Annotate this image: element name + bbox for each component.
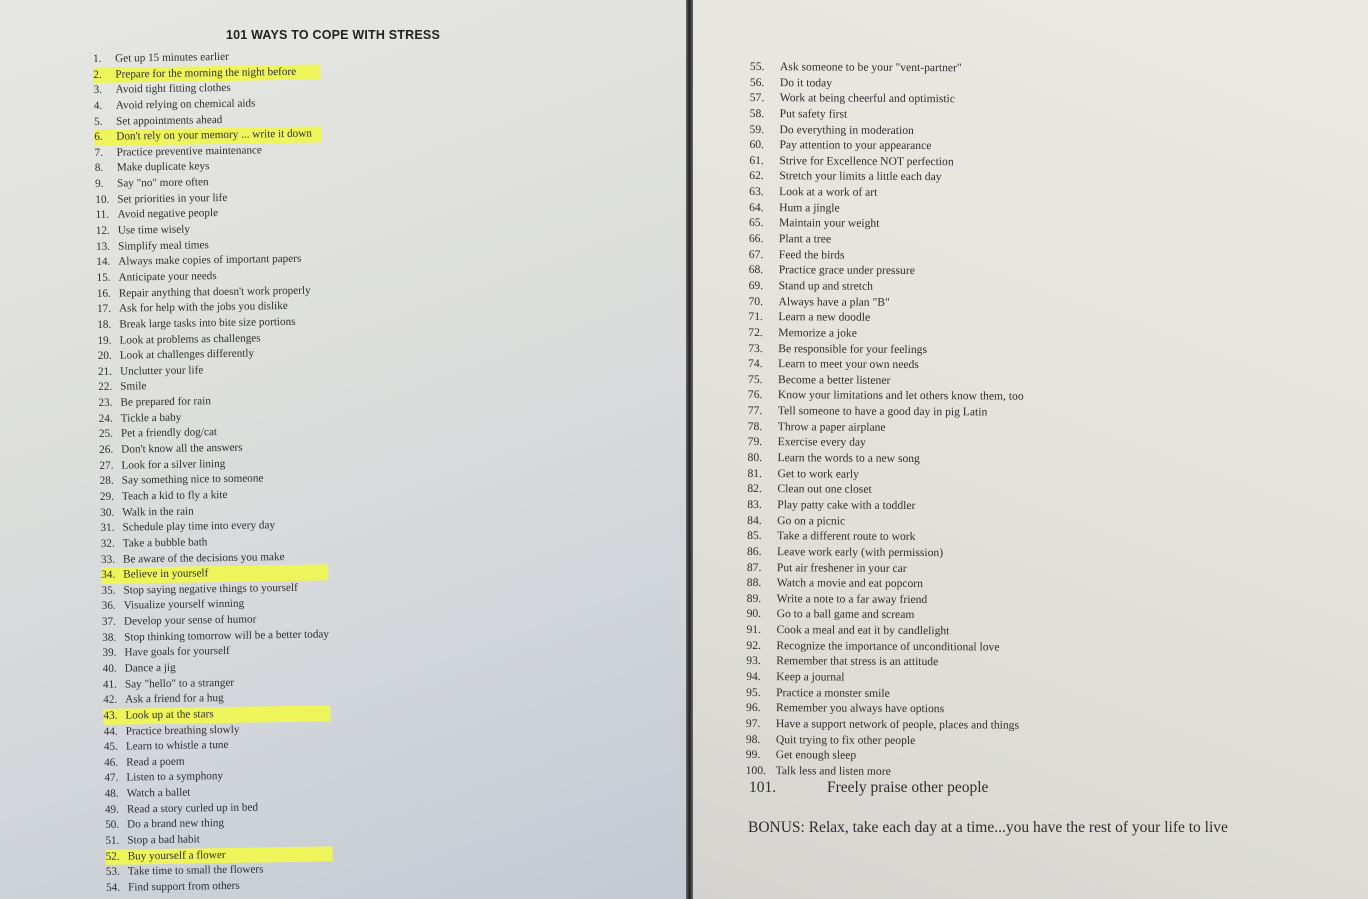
item-number: 91. [746,623,762,637]
list-item [746,747,1022,764]
item-number: 97. [745,716,761,730]
item-text: Set appointments ahead [115,113,223,128]
item-text: Avoid tight fitting clothes [115,82,231,96]
list-item [748,434,1024,451]
list-item [747,606,1023,623]
item-text: Tell someone to have a good day in pig Latin [777,404,988,419]
item-text: Be aware of the decisions you make [122,550,285,566]
item-number: 39. [102,647,117,660]
item-number: 65. [748,216,764,230]
item-text: Know your limitations and let others know them, too [777,388,1024,404]
item-number: 78. [747,419,763,433]
bonus-text: BONUS: Relax, take each day at a time...you have the rest of your life to live [748,819,1228,836]
item-number: 61. [749,153,764,167]
item-number: 77. [747,404,763,418]
item-text: Do a brand new thing [127,817,225,831]
item-number: 82. [747,482,762,496]
item-text: Plant a tree [778,232,832,246]
item-number: 35. [101,584,116,597]
item-number: 63. [749,185,764,199]
item-number: 20. [97,349,112,363]
item-number: 48. [104,787,119,801]
item-text: Unclutter your life [119,364,204,378]
list-item [750,59,1026,76]
item-text: Learn a new doodle [778,310,871,324]
item-number: 95. [746,685,761,699]
item-number: 57. [749,91,765,105]
item-number: 11. [95,209,110,222]
left-list [93,48,333,896]
item-text: Develop your sense of humor [123,613,257,628]
item-number: 70. [748,294,764,308]
item-text: Get to work early [777,466,859,481]
list-item [750,122,1026,139]
item-number: 30. [100,506,115,519]
item-number: 5. [93,115,103,128]
item-text: Become a better listener [778,372,891,387]
item-text: Don't rely on your memory ... write it down [116,127,312,143]
item-text: Ask a friend for a hug [125,692,224,706]
item-text: Get enough sleep [775,748,857,762]
list-item [749,137,1025,154]
item-number: 92. [746,638,761,652]
item-number: 59. [749,122,765,136]
list-item [749,231,1025,248]
item-text: Take a bubble bath [122,536,208,550]
list-item [746,685,1022,702]
item-text: Play patty cake with a toddler [777,498,916,512]
item-number: 24. [98,412,113,425]
item-text: Do everything in moderation [779,122,914,137]
item-text: Repair anything that doesn't work properly [118,284,311,300]
item-text: Look at problems as challenges [119,331,261,347]
item-text: Take time to small the flowers [127,863,264,878]
item-text: Say "hello" to a stranger [124,676,235,691]
item-text: Look at a work of art [779,185,878,199]
item-number: 58. [749,106,765,121]
item-text: Hum a jingle [779,200,840,215]
item-number: 34. [101,568,116,582]
item-number: 41. [102,678,118,691]
item-text: Read a poem [126,755,185,769]
item-text: Visualize yourself winning [123,598,245,613]
item-text: Put air freshener in your car [776,560,907,575]
item-number: 73. [748,341,763,355]
item-number: 83. [747,497,762,512]
item-text: Say something nice to someone [121,472,264,487]
item-number: 64. [749,200,764,214]
item-text: Have a support network of people, places and things [775,717,1020,732]
item-text: Set priorities in your life [117,191,228,206]
item-text: Prepare for the morning the night before [115,65,297,81]
list-item [747,544,1023,561]
list-item [749,215,1025,232]
item-text: Look up at the stars [125,708,214,722]
item-text: Pet a friendly dog/cat [120,426,218,440]
list-item [747,591,1023,608]
list-item [746,638,1022,655]
item-text: Don't know all the answers [121,441,243,456]
item-number: 68. [748,263,764,277]
item-number: 85. [747,529,762,543]
item-number: 36. [101,600,116,613]
item-text: Practice preventive maintenance [116,144,263,159]
item-number: 6. [94,131,103,144]
item-number: 23. [98,396,113,410]
item-text: Dance a jig [124,661,176,675]
item-number: 54. [106,881,121,894]
item-text: Remember you always have options [775,701,945,716]
list-item [748,309,1024,326]
item-text: Tickle a baby [120,411,182,425]
item-number: 55. [749,59,765,74]
item-text: Buy yourself a flower [127,848,226,863]
item-text: Ask someone to be your "vent-partner" [779,60,962,75]
item-number: 69. [748,278,764,293]
page-gutter [686,0,693,899]
item-text: Memorize a joke [778,326,857,340]
item-number: 84. [747,513,762,527]
item-number: 46. [104,756,119,769]
item-text: Keep a journal [776,670,845,684]
item-number: 51. [105,834,120,847]
item-number: 45. [103,740,118,754]
item-text: Stop saying negative things to yourself [123,581,298,597]
item-text: Be prepared for rain [120,395,211,409]
list-item [746,732,1022,749]
list-item [746,763,1022,780]
item-text: Maintain your weight [778,216,880,231]
item-number: 17. [96,302,112,316]
item-number: 96. [745,701,761,715]
list-item [747,481,1023,498]
item-number: 40. [102,662,117,675]
item-text: Schedule play time into every day [122,519,276,534]
item-number: 71. [748,310,763,324]
item-number: 1. [93,52,102,65]
item-text: Cook a meal and eat it by candlelight [776,623,950,638]
item-number: 16. [96,287,111,300]
list-item [748,294,1024,311]
list-item [747,575,1023,592]
list-item [749,262,1025,279]
item-number: 67. [748,247,764,261]
item-text: Use time wisely [117,223,190,237]
item-text: Remember that stress is an attitude [776,654,939,669]
item-number: 99. [745,748,761,762]
item-text: Clean out one closet [777,482,872,497]
item-number: 89. [746,591,762,605]
list-item [746,716,1022,733]
item-number: 7. [94,146,104,159]
item-text: Practice grace under pressure [778,263,915,278]
item-number: 2. [93,68,102,81]
item-text: Walk in the rain [122,505,194,519]
list-item [748,387,1024,404]
item-text: Always make copies of important papers [118,253,302,268]
list-item [749,168,1025,185]
item-number: 27. [99,459,114,472]
item-text: Say "no" more often [116,176,209,190]
item-number: 93. [746,654,761,668]
item-number: 21. [97,365,113,378]
list-item [748,419,1024,436]
list-item [749,200,1025,217]
list-item [746,669,1022,686]
item-number: 4. [93,99,103,112]
item-number: 88. [746,576,762,590]
item-text: Leave work early (with permission) [776,545,944,560]
item-text: Read a story curled up in bed [126,801,259,816]
list-item [749,153,1025,170]
item-text: Do it today [779,75,833,90]
item-number: 25. [98,428,114,441]
item-text: Avoid negative people [117,207,219,222]
item-number: 94. [746,669,761,684]
item-text: Ask for help with the jobs you dislike [118,300,288,315]
item-text: Learn to whistle a tune [125,739,229,753]
item-number: 74. [748,357,763,371]
list-item [749,247,1025,264]
item-text: Stand up and stretch [778,279,873,293]
item-number: 101. [749,779,777,796]
item-text: Watch a ballet [126,786,191,800]
item-text: Stop thinking tomorrow will be a better today [124,628,330,644]
item-text: Get up 15 minutes earlier [115,50,229,65]
item-number: 79. [747,435,763,449]
list-item [746,622,1022,639]
item-number: 12. [95,224,110,238]
item-number: 62. [749,169,764,183]
item-number: 98. [745,732,761,746]
item-number: 8. [94,162,104,175]
item-number: 50. [105,819,120,832]
item-number: 66. [748,232,764,246]
item-text: Learn to meet your own needs [778,357,919,372]
list-item-101 [749,779,988,797]
item-text: Exercise every day [777,435,866,450]
item-text: Feed the birds [778,247,845,262]
item-text: Pay attention to your appearance [779,138,932,153]
item-text: Look for a silver lining [121,457,226,472]
list-item [747,559,1023,576]
item-text: Stretch your limits a little each day [779,169,942,184]
item-number: 52. [105,850,120,863]
item-text: Teach a kid to fly a kite [121,488,228,503]
item-number: 60. [749,138,765,152]
item-number: 38. [102,631,117,644]
item-number: 33. [100,553,116,566]
item-text: Go to a ball game and scream [776,607,915,622]
item-number: 19. [97,334,112,347]
item-text: Quit trying to fix other people [775,732,916,747]
item-text: Go on a picnic [777,513,846,528]
item-text: Avoid relying on chemical aids [115,97,256,112]
list-item [747,466,1023,483]
list-item [748,403,1024,420]
item-text: Talk less and listen more [775,763,891,778]
item-text: Find support from others [128,879,240,894]
item-number: 9. [94,177,104,191]
item-number: 86. [746,544,762,558]
item-text: Stop a bad habit [127,833,200,847]
item-number: 29. [99,490,115,503]
item-text: Write a note to a far away friend [776,591,928,606]
item-text: Freely praise other people [827,779,989,796]
item-text: Believe in yourself [123,567,209,581]
item-number: 37. [101,615,117,628]
item-text: Recognize the importance of unconditional love [776,638,1000,654]
item-number: 47. [104,772,119,785]
item-number: 43. [103,709,118,722]
list-item [747,528,1023,545]
item-number: 80. [747,451,763,465]
item-number: 32. [100,537,115,550]
item-number: 15. [96,271,111,284]
item-text: Take a different route to work [777,529,916,544]
item-text: Work at being cheerful and optimistic [779,91,955,106]
item-number: 13. [95,240,111,253]
document-title: 101 WAYS TO COPE WITH STRESS [226,28,440,42]
item-number: 56. [749,75,765,89]
item-number: 76. [747,388,763,402]
list-item [748,372,1024,389]
list-item [747,513,1023,530]
item-number: 100. [745,763,766,777]
item-text: Always have a plan "B" [778,294,890,309]
item-text: Anticipate your needs [118,270,217,284]
item-text: Smile [120,380,147,394]
item-text: Simplify meal times [117,238,209,253]
item-number: 90. [746,607,762,621]
list-item [748,450,1024,467]
list-item [748,325,1024,342]
item-number: 44. [103,725,118,738]
right-list [746,59,1026,780]
list-item [747,497,1023,514]
item-number: 75. [748,372,763,386]
item-text: Make duplicate keys [116,160,210,175]
list-item [746,700,1022,717]
item-number: 26. [99,443,114,456]
item-number: 22. [98,381,113,394]
item-text: Have goals for yourself [124,645,230,659]
item-text: Put safety first [779,107,848,121]
item-number: 14. [96,256,111,269]
item-text: Learn the words to a new song [777,451,920,466]
item-number: 81. [747,466,763,480]
item-text: Look at challenges differently [119,347,255,362]
list-item [748,356,1024,373]
item-text: Practice breathing slowly [125,723,240,738]
item-text: Throw a paper airplane [777,419,886,434]
list-item [750,90,1026,107]
item-text: Listen to a symphony [126,770,224,785]
list-item [750,75,1026,92]
item-text: Strive for Excellence NOT perfection [779,154,954,169]
list-item [749,278,1025,295]
item-number: 87. [746,560,762,574]
item-number: 28. [99,475,114,488]
list-item [749,184,1025,201]
item-text: Watch a movie and eat popcorn [776,576,924,591]
list-item [750,106,1026,123]
list-item [746,653,1022,670]
item-number: 42. [103,693,118,707]
item-number: 18. [97,318,112,331]
item-number: 72. [748,325,763,339]
item-number: 49. [104,803,119,816]
item-number: 31. [100,521,115,535]
item-text: Practice a monster smile [776,685,890,700]
list-item [748,341,1024,358]
item-number: 53. [105,865,120,879]
item-number: 10. [95,193,110,206]
item-number: 3. [93,84,103,97]
item-text: Be responsible for your feelings [778,341,928,356]
item-text: Break large tasks into bite size portions [119,315,296,331]
